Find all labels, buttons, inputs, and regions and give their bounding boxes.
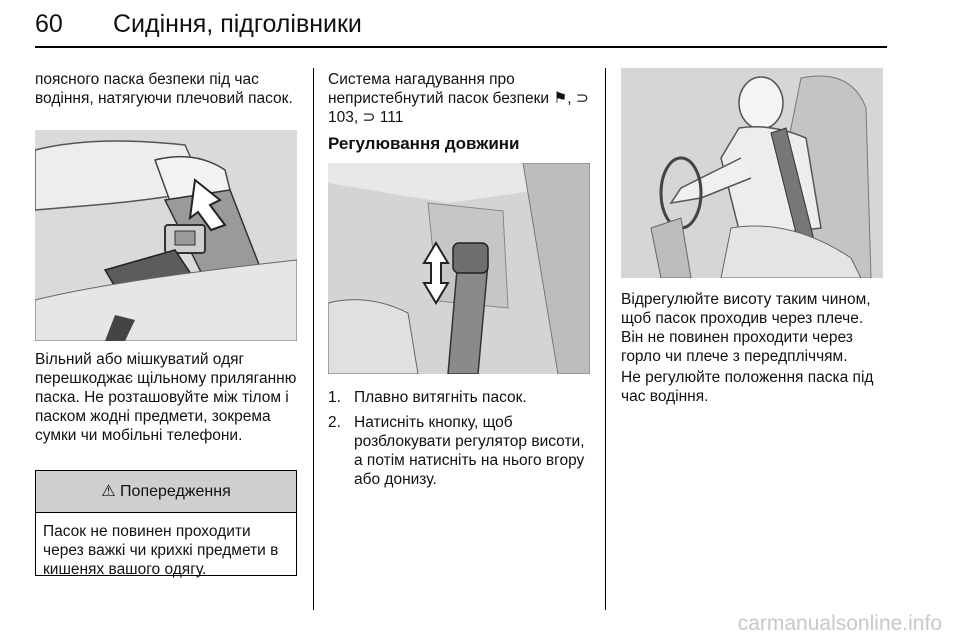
page-header xyxy=(0,0,960,50)
warning-text: Пасок не повинен проходити через важкі чи крихкі предмети в кишенях вашого одягу. xyxy=(43,523,279,578)
left-body-text: Вільний або мішкуватий одяг перешкоджає щільному приляганню паска. Не розташовуйте між тілом і паском жодні предмети, зокрема сумки чи мобільні телефони. xyxy=(35,351,297,444)
page-title: Сидіння, підголівники xyxy=(113,10,362,38)
column-divider-left xyxy=(313,68,314,610)
step-text: Натисніть кнопку, щоб розблокувати регулятор висоти, а потім натисніть на нього вгору або донизу. xyxy=(354,414,585,488)
middle-intro-text xyxy=(328,70,590,127)
right-para-1: Відрегулюйте висоту таким чином, щоб пасок проходив через плече. Він не повинен проходити через горло чи плече з передпліччям. xyxy=(621,291,871,365)
page-references: , ⊃ 103, ⊃ 111 xyxy=(328,90,589,126)
column-divider-right xyxy=(605,68,606,610)
warning-box xyxy=(35,470,297,576)
step-text: Плавно витягніть пасок. xyxy=(354,389,527,406)
height-adjuster-illustration xyxy=(328,163,590,374)
step-number: 2. xyxy=(328,414,341,431)
left-intro-text: поясного паска безпеки під час водіння, натягуючи плечовий пасок. xyxy=(35,71,293,107)
buckle-illustration xyxy=(35,130,297,341)
step-number: 1. xyxy=(328,389,341,406)
right-para-2: Не регулюйте положення паска під час водіння. xyxy=(621,369,874,405)
reminder-text: Система нагадування про непристебнутий пасок безпеки xyxy=(328,71,550,107)
header-rule xyxy=(35,46,887,48)
warning-triangle-icon: ⚠ xyxy=(101,483,116,500)
watermark: carmanualsonline.info xyxy=(737,612,942,635)
list-item xyxy=(328,413,590,489)
warning-title: Попередження xyxy=(120,483,231,500)
section-heading: Регулювання довжини xyxy=(328,134,520,153)
page-number: 60 xyxy=(35,10,63,38)
step-list xyxy=(328,388,590,495)
warning-header xyxy=(36,471,296,513)
seatbelt-reminder-icon: ⚑ xyxy=(553,90,568,107)
list-item xyxy=(328,388,590,407)
driver-seatbelt-illustration xyxy=(621,68,883,278)
